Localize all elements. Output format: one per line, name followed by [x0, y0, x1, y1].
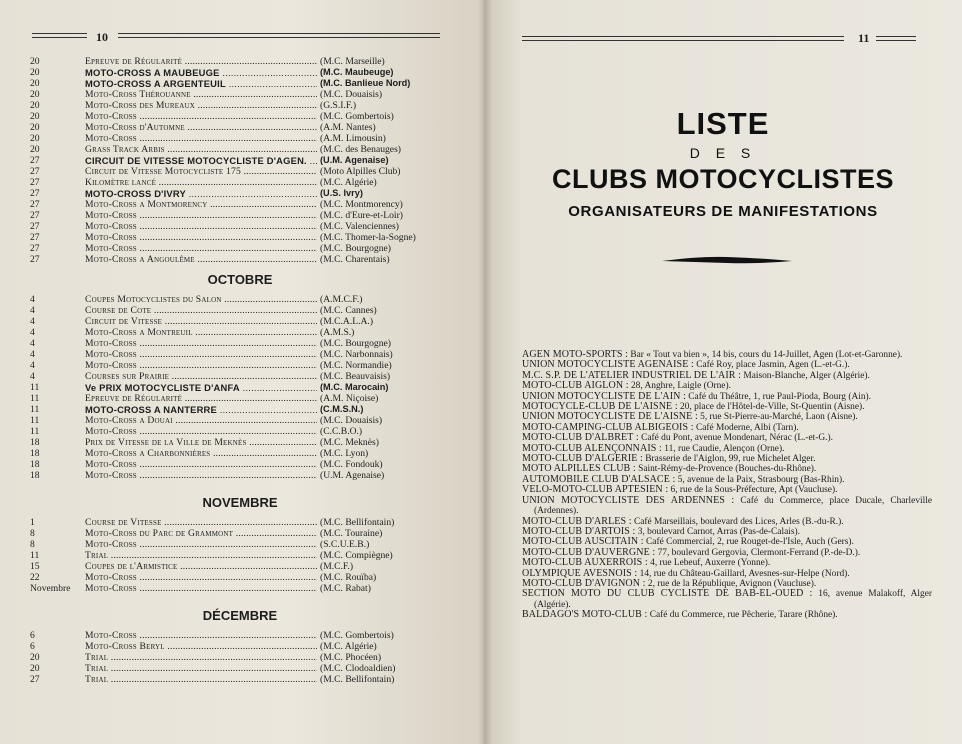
club-entry: [522, 589, 932, 610]
event-day: 1: [30, 517, 35, 528]
event-organizer: (A.M.S.): [320, 327, 355, 338]
event-day: 8: [30, 539, 35, 550]
event-day: 20: [30, 100, 40, 111]
event-name: Grass Track Arbis .....: [85, 144, 317, 155]
event-day: 18: [30, 437, 40, 448]
event-name: Moto-Cross .....: [85, 426, 317, 437]
event-name: Moto-Cross .....: [85, 539, 317, 550]
club-address: Café du Théâtre, 1, rue Paul-Pioda, Bourg (Ain).: [685, 391, 871, 402]
event-name: MOTO-CROSS A MAUBEUGE .....: [85, 67, 317, 78]
club-name: MOTO-CLUB D'ALBRET :: [522, 432, 639, 444]
event-day: 27: [30, 232, 40, 243]
club-address: 2, rue de la République, Avignon (Vaucluse).: [645, 578, 817, 589]
event-organizer: (M.C. Montmorency): [320, 199, 403, 210]
event-organizer: (U.M. Agenaise): [320, 155, 389, 165]
event-name: Epreuve de Régularité .....: [85, 56, 317, 67]
event-name: Moto-Cross d'Automne .....: [85, 122, 317, 133]
event-organizer: (M.C. Rabat): [320, 583, 371, 594]
event-organizer: (M.C. des Benauges): [320, 144, 401, 155]
event-name: Moto-Cross .....: [85, 470, 317, 481]
event-day: 15: [30, 561, 40, 572]
event-day: 27: [30, 254, 40, 265]
event-day: 20: [30, 67, 40, 78]
right-header-rule: [522, 36, 844, 41]
event-organizer: (M.C.A.L.A.): [320, 316, 374, 327]
event-day: 4: [30, 305, 35, 316]
event-name: Courses sur Prairie .....: [85, 371, 317, 382]
event-name: Moto-Cross des Mureaux .....: [85, 100, 317, 111]
event-name: Prix de Vitesse de la Ville de Meknès .....: [85, 437, 317, 448]
event-name: Moto-Cross du Parc de Grammont .....: [85, 528, 317, 539]
club-address: Café du Pont, avenue Mondenart, Nérac (L.-et-G.).: [638, 433, 833, 444]
event-name: Trial .....: [85, 652, 317, 663]
event-day: 4: [30, 371, 35, 382]
event-organizer: (C.C.B.O.): [320, 426, 363, 437]
event-name: CIRCUIT DE VITESSE MOTOCYCLISTE D'AGEN. .....: [85, 155, 317, 166]
event-name: Coupes de l'Armistice .....: [85, 561, 317, 572]
club-address: 77, boulevard Gergovia, Clermont-Ferrand (P.-de-D.).: [655, 547, 861, 558]
event-name: Trial .....: [85, 674, 317, 685]
event-organizer: (M.C. Maubeuge): [320, 67, 394, 77]
event-name: Moto-Cross a Montreuil .....: [85, 327, 317, 338]
event-organizer: (A.M. Niçoise): [320, 393, 379, 404]
event-day: 20: [30, 663, 40, 674]
event-day: 27: [30, 210, 40, 221]
club-name: MOTO-CLUB D'AVIGNON :: [522, 577, 646, 589]
club-address: 14, rue du Château-Gaillard, Avesnes-sur-Helpe (Nord).: [637, 568, 850, 579]
event-name: Moto-Cross .....: [85, 338, 317, 349]
event-organizer: (M.C. Gombertois): [320, 111, 394, 122]
club-name: BALDAGO'S MOTO-CLUB :: [522, 609, 648, 621]
club-name: MOTO ALPILLES CLUB :: [522, 463, 636, 475]
event-name: Moto-Cross .....: [85, 133, 317, 144]
event-name: Moto-Cross .....: [85, 232, 317, 243]
club-name: MOTO-CLUB D'ALGERIE :: [522, 453, 643, 465]
right-folio: 11: [858, 31, 870, 45]
event-day: 20: [30, 56, 40, 67]
event-name: MOTO-CROSS A ARGENTEUIL .....: [85, 78, 317, 89]
event-name: Course de Cote .....: [85, 305, 317, 316]
event-day: 8: [30, 528, 35, 539]
month-heading: NOVEMBRE: [202, 495, 278, 510]
club-address: Café Moderne, Albi (Tarn).: [693, 422, 799, 433]
event-organizer: (M.C. Meknès): [320, 437, 379, 448]
decorative-swash: [660, 255, 794, 265]
left-header-rule-1: [32, 33, 87, 38]
title-clubs: CLUBS MOTOCYCLISTES: [551, 164, 895, 194]
event-organizer: (M.C. Charentais): [320, 254, 390, 265]
event-organizer: (M.C. Phocéen): [320, 652, 382, 663]
event-organizer: (U.M. Agenaise): [320, 470, 385, 481]
club-name: OLYMPIQUE AVESNOIS :: [522, 567, 638, 579]
event-name: Moto-Cross .....: [85, 221, 317, 232]
event-name: Moto-Cross .....: [85, 630, 317, 641]
event-day: 6: [30, 641, 35, 652]
event-day: 11: [30, 426, 40, 437]
club-address: Maison-Blanche, Alger (Algérie).: [741, 370, 870, 381]
event-name: Course de Vitesse .....: [85, 517, 317, 528]
club-name: AUTOMOBILE CLUB D'ALSACE :: [522, 473, 676, 485]
event-day: 20: [30, 133, 40, 144]
event-day: 27: [30, 199, 40, 210]
event-organizer: (M.C. Douaisis): [320, 415, 383, 426]
event-day: 18: [30, 470, 40, 481]
event-organizer: (M.C. Normandie): [320, 360, 392, 371]
club-name: MOTO-CLUB ALENÇONNAIS :: [522, 442, 662, 454]
month-heading: OCTOBRE: [207, 272, 273, 287]
event-organizer: (M.C. Lyon): [320, 448, 369, 459]
club-address: 20, place de l'Hôtel-de-Ville, St-Quentin (Aisne).: [677, 402, 865, 413]
event-organizer: (M.C. Bourgogne): [320, 338, 391, 349]
event-day: 27: [30, 166, 40, 177]
event-name: Trial .....: [85, 663, 317, 674]
club-address: 5, avenue de la Paix, Strasbourg (Bas-Rhin).: [675, 474, 845, 485]
club-entry: [522, 496, 932, 517]
club-name: MOTO-CLUB AIGLON :: [522, 380, 629, 392]
event-organizer: (M.C. Thomer-la-Sogne): [320, 232, 416, 243]
event-organizer: (M.C. Rouïba): [320, 572, 377, 583]
event-day: 11: [30, 393, 40, 404]
event-name: MOTO-CROSS A NANTERRE .....: [85, 404, 317, 415]
club-name: MOTO-CLUB D'ARLES :: [522, 515, 632, 527]
event-name: Moto-Cross .....: [85, 583, 317, 594]
event-day: 11: [30, 550, 40, 561]
event-organizer: (M.C. Compiègne): [320, 550, 393, 561]
event-organizer: (A.M. Limousin): [320, 133, 386, 144]
event-day: 20: [30, 89, 40, 100]
event-organizer: (A.M. Nantes): [320, 122, 376, 133]
event-organizer: (M.C. Marocain): [320, 382, 389, 392]
event-name: Coupes Motocyclistes du Salon .....: [85, 294, 317, 305]
event-name: MOTO-CROSS D'IVRY .....: [85, 188, 317, 199]
event-day: 20: [30, 78, 40, 89]
club-name: M.C. S.P. DE L'ATELIER INDUSTRIEL DE L'AIR :: [522, 369, 742, 381]
event-organizer: (M.C. Algérie): [320, 177, 377, 188]
event-organizer: (M.C. Banlieue Nord): [320, 78, 411, 88]
event-day: 20: [30, 122, 40, 133]
club-address: Café Commercial, 2, rue Rouget-de-l'Isle, Auch (Gers).: [643, 537, 854, 548]
club-name: MOTO-CLUB AUSCITAIN :: [522, 536, 644, 548]
event-day: 27: [30, 243, 40, 254]
event-day: 11: [30, 415, 40, 426]
event-organizer: (M.C. Douaisis): [320, 89, 383, 100]
event-organizer: (M.C. Marseille): [320, 56, 385, 67]
club-address: 28, Anghre, Laigle (Orne).: [628, 381, 731, 392]
club-address: Brasserie de l'Aiglon, 99, rue Michelet Alger.: [642, 454, 816, 465]
event-day: 4: [30, 327, 35, 338]
event-name: Moto-Cross .....: [85, 210, 317, 221]
event-day: 27: [30, 674, 40, 685]
club-address: 6, rue de la Sous-Préfecture, Apt (Vaucluse).: [668, 485, 838, 496]
club-address: Bar « Tout va bien », 14 bis, cours du 14-Juillet, Agen (Lot-et-Garonne).: [628, 350, 903, 360]
event-day: 22: [30, 572, 40, 583]
event-name: Moto-Cross a Angoulême .....: [85, 254, 317, 265]
club-name: UNION MOTOCYCLISTE DES ARDENNES :: [522, 494, 735, 506]
event-day: 4: [30, 338, 35, 349]
club-name: AGEN MOTO-SPORTS :: [522, 349, 629, 360]
event-day: 20: [30, 111, 40, 122]
event-name: Moto-Cross .....: [85, 111, 317, 122]
event-day: 20: [30, 144, 40, 155]
club-address: Café Roy, place Jasmin, Agen (L.-et-G.).: [693, 360, 850, 371]
event-organizer: (M.C.F.): [320, 561, 354, 572]
event-day: 4: [30, 316, 35, 327]
left-header-rule-2: [118, 33, 440, 38]
event-organizer: (Moto Alpilles Club): [320, 166, 401, 177]
event-day: 20: [30, 652, 40, 663]
event-organizer: (M.C. Narbonnais): [320, 349, 393, 360]
event-name: Moto-Cross .....: [85, 243, 317, 254]
event-name: Moto-Cross Beryl .....: [85, 641, 317, 652]
event-organizer: (S.C.U.E.B.): [320, 539, 370, 550]
event-organizer: (M.C. Fondouk): [320, 459, 383, 470]
club-address: 16, avenue Malakoff, Alger (Algérie).: [534, 589, 932, 610]
event-day: 11: [30, 404, 40, 415]
event-name: Moto-Cross .....: [85, 360, 317, 371]
club-name: MOTO-CAMPING-CLUB ALBIGEOIS :: [522, 421, 694, 433]
club-entry: [522, 610, 932, 620]
month-heading: DÉCEMBRE: [202, 608, 278, 623]
club-address: 5, rue St-Pierre-au-Marché, Laon (Aisne).: [697, 412, 858, 423]
event-name: Moto-Cross .....: [85, 459, 317, 470]
event-organizer: (M.C. Cannes): [320, 305, 377, 316]
event-day: 4: [30, 294, 35, 305]
event-name: Circuit de Vitesse Motocycliste 175 .....: [85, 166, 317, 177]
club-name: UNION MOTOCYCLISTE DE L'AIN :: [522, 390, 686, 402]
event-organizer: (M.C. Beauvaisis): [320, 371, 391, 382]
event-organizer: (M.C. Bellifontain): [320, 517, 395, 528]
event-day: 4: [30, 349, 35, 360]
event-name: Moto-Cross Thérouanne .....: [85, 89, 317, 100]
club-name: VELO-MOTO-CLUB APTESIEN :: [522, 484, 669, 496]
event-organizer: (A.M.C.F.): [320, 294, 363, 305]
event-day: 18: [30, 459, 40, 470]
club-address: Café du Commerce, place Ducale, Charleville (Ardennes).: [534, 495, 932, 517]
club-name: MOTO-CLUB D'AUVERGNE :: [522, 546, 656, 558]
title-organisateurs: ORGANISATEURS DE MANIFESTATIONS: [568, 203, 878, 220]
event-day: 27: [30, 177, 40, 188]
club-name: MOTOCYCLE-CLUB DE L'AISNE :: [522, 401, 678, 413]
event-day: 11: [30, 382, 40, 393]
title-liste: LISTE: [676, 106, 770, 141]
event-name: Kilomètre lancé .....: [85, 177, 317, 188]
event-organizer: (U.S. Ivry): [320, 188, 363, 198]
event-day: 27: [30, 221, 40, 232]
event-name: Moto-Cross a Montmorency .....: [85, 199, 317, 210]
event-name: Ve PRIX MOTOCYCLISTE D'ANFA .....: [85, 382, 317, 393]
event-organizer: (M.C. Bellifontain): [320, 674, 395, 685]
club-list: [522, 350, 932, 621]
club-name: SECTION MOTO DU CLUB CYCLISTE DE BAB-EL-OUED :: [522, 588, 813, 600]
club-address: Café Marseillais, boulevard des Lices, Arles (B.-du-R.).: [631, 516, 844, 527]
club-address: Saint-Rémy-de-Provence (Bouches-du-Rhône).: [635, 464, 817, 475]
club-address: 11, rue Caudie, Alençon (Orne).: [661, 443, 785, 454]
event-name: Moto-Cross a Douai .....: [85, 415, 317, 426]
event-organizer: (M.C. Valenciennes): [320, 221, 399, 232]
event-day: 4: [30, 360, 35, 371]
event-day: Novembre: [30, 583, 71, 594]
event-name: Epreuve de Régularité .....: [85, 393, 317, 404]
club-name: UNION MOTOCYCLISTE AGENAISE :: [522, 359, 694, 371]
event-day: 27: [30, 188, 40, 199]
event-day: 6: [30, 630, 35, 641]
event-organizer: (M.C. Bourgogne): [320, 243, 391, 254]
event-organizer: (M.C. Clodoaldien): [320, 663, 396, 674]
club-address: 3, boulevard Carnot, Arras (Pas-de-Calais).: [635, 526, 800, 537]
title-des: D E S: [689, 145, 757, 161]
event-name: Moto-Cross a Charbonnières .....: [85, 448, 317, 459]
event-organizer: (M.C. d'Eure-et-Loir): [320, 210, 403, 221]
left-folio: 10: [96, 30, 108, 44]
event-day: 18: [30, 448, 40, 459]
event-name: Moto-Cross .....: [85, 349, 317, 360]
event-name: Trial .....: [85, 550, 317, 561]
event-organizer: (C.M.S.N.): [320, 404, 364, 414]
event-day: 27: [30, 155, 40, 166]
event-organizer: (G.S.I.F.): [320, 100, 357, 111]
right-header-rule-2: [876, 36, 916, 41]
event-organizer: (M.C. Algérie): [320, 641, 377, 652]
club-name: UNION MOTOCYCLISTE DE L'AISNE :: [522, 411, 698, 423]
club-address: 4, rue Lebeuf, Auxerre (Yonne).: [647, 558, 771, 569]
event-name: Circuit de Vitesse .....: [85, 316, 317, 327]
event-organizer: (M.C. Touraine): [320, 528, 383, 539]
club-name: MOTO-CLUB D'ARTOIS :: [522, 525, 636, 537]
club-name: MOTO-CLUB AUXERROIS :: [522, 557, 648, 569]
event-organizer: (M.C. Gombertois): [320, 630, 394, 641]
club-address: Café du Commerce, rue Pêcherie, Tarare (Rhône).: [647, 610, 838, 621]
event-name: Moto-Cross .....: [85, 572, 317, 583]
